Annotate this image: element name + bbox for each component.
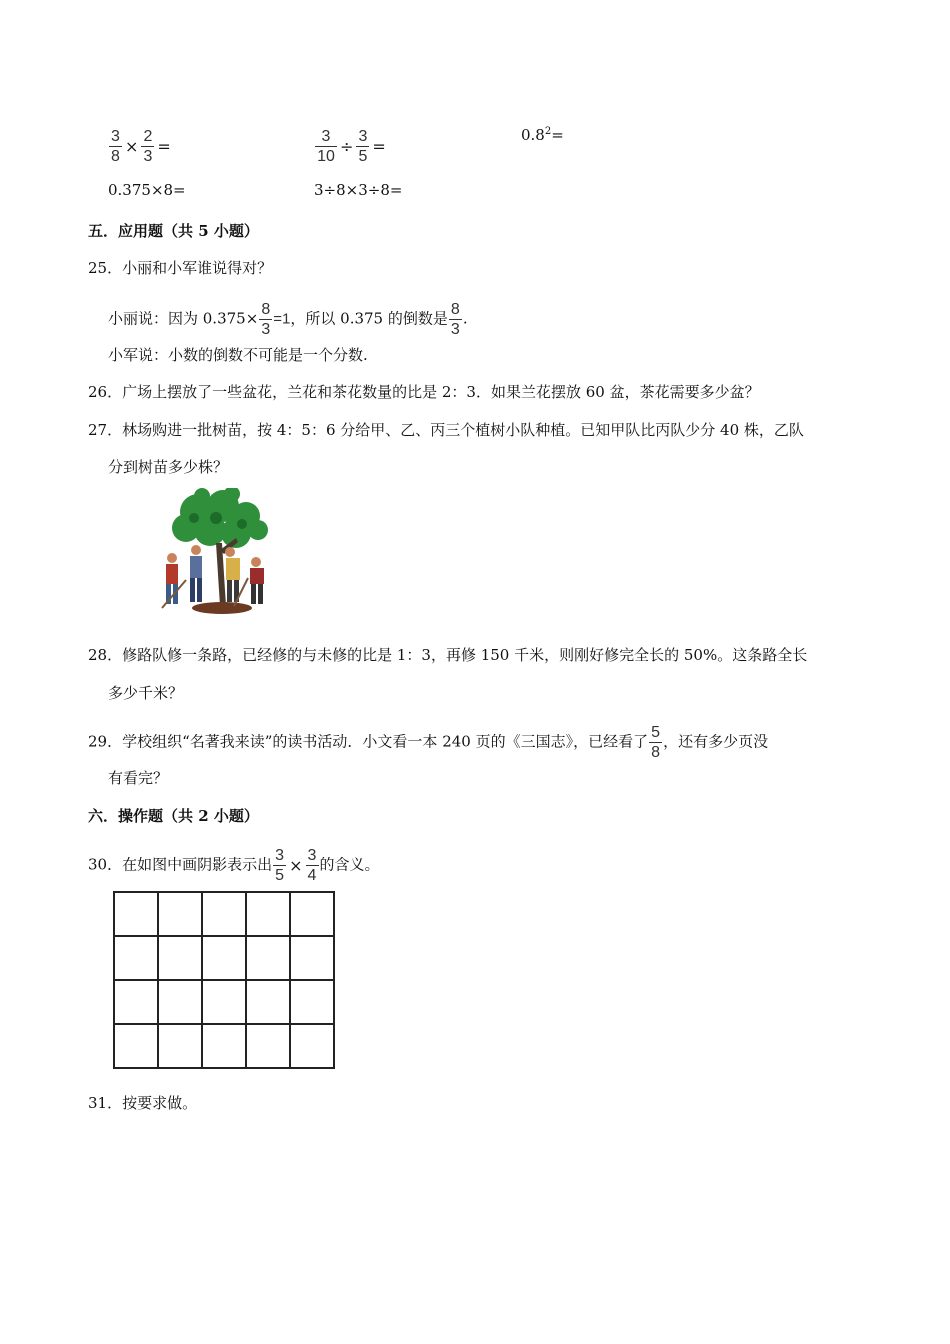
fraction: $\frac{3}{5}$ (273, 847, 286, 884)
person-2 (190, 545, 202, 602)
grid-cell[interactable] (202, 892, 246, 936)
grid-cell[interactable] (290, 892, 334, 936)
section-title: 五．应用题（共 5 小题） (88, 222, 259, 240)
question-28-cont: 多少千米？ (108, 684, 184, 702)
fraction: $\frac{3}{8}$ (109, 128, 122, 165)
grid-cell[interactable] (114, 980, 158, 1024)
grid-row (114, 892, 334, 936)
grid-cell[interactable] (114, 892, 158, 936)
question-27-cont: 分到树苗多少株？ (108, 458, 229, 476)
calc-expr-4: 0.375×8= (108, 181, 186, 199)
grid-cell[interactable] (246, 892, 290, 936)
grid-cell[interactable] (158, 1024, 202, 1068)
question-31: 31．按要求做。 (88, 1094, 198, 1112)
question-26: 26．广场上摆放了一些盆花，兰花和茶花数量的比是 2：3．如果兰花摆放 60 盆，茶花需要多少盆？ (88, 383, 760, 401)
calc-expr-5: 3÷8×3÷8= (314, 181, 403, 199)
fraction: $\frac{2}{3}$ (141, 128, 154, 165)
calc-expr-3: $0.8^2=$ (521, 126, 564, 144)
section-title: 六．操作题（共 2 小题） (88, 807, 259, 825)
grid-cell[interactable] (202, 1024, 246, 1068)
grid-row (114, 1024, 334, 1068)
fraction: $\frac{3}{10}$ (315, 128, 337, 165)
calc-expr-1: $\frac{3}{8}$ × $\frac{2}{3}$ = (108, 128, 173, 165)
grid-cell[interactable] (114, 1024, 158, 1068)
grid-cell[interactable] (158, 980, 202, 1024)
tree-planting-illustration (128, 488, 288, 620)
grid-cell[interactable] (114, 936, 158, 980)
xiaoli-statement: 小丽说：因为 0.375× $\frac{8}{3}$ =1，所以 0.375 的倒数是 $\frac{8}{3}$ . (108, 301, 468, 339)
grid-cell[interactable] (158, 936, 202, 980)
shading-grid[interactable] (113, 891, 335, 1069)
question-25: 25．小丽和小军谁说得对？ (88, 259, 273, 277)
fraction: $\frac{8}{3}$ (259, 301, 272, 338)
grid-cell[interactable] (290, 980, 334, 1024)
grid-row (114, 980, 334, 1024)
fraction: $\frac{8}{3}$ (449, 301, 462, 338)
question-29-cont: 有看完？ (108, 769, 169, 787)
grid-cell[interactable] (246, 1024, 290, 1068)
grid-cell[interactable] (202, 936, 246, 980)
grid-cell[interactable] (290, 936, 334, 980)
xiaojun-statement: 小军说：小数的倒数不可能是一个分数. (108, 346, 368, 364)
question-28: 28．修路队修一条路，已经修的与未修的比是 1：3，再修 150 千米，则刚好修完全长的 50%。这条路全长 (88, 646, 808, 664)
person-1 (162, 553, 186, 608)
grid-row (114, 936, 334, 980)
fraction: $\frac{3}{5}$ (356, 128, 369, 165)
grid-cell[interactable] (246, 980, 290, 1024)
person-3 (225, 547, 240, 602)
grid-cell[interactable] (246, 936, 290, 980)
question-27: 27．林场购进一批树苗，按 4：5：6 分给甲、乙、丙三个植树小队种植。已知甲队比丙队少分 40 株，乙队 (88, 421, 804, 439)
grid-cell[interactable] (290, 1024, 334, 1068)
question-30: 30．在如图中画阴影表示出 $\frac{3}{5}$ × $\frac{3}{4}$ 的含义。 (88, 847, 380, 885)
fraction: $\frac{5}{8}$ (649, 724, 662, 761)
calc-expr-2: $\frac{3}{10}$ ÷ $\frac{3}{5}$ = (314, 128, 388, 165)
grid-cell[interactable] (158, 892, 202, 936)
question-29: 29．学校组织“名著我来读”的读书活动．小文看一本 240 页的《三国志》，已经看了 $\frac{5}{8}$ ，还有多少页没 (88, 724, 769, 762)
fraction: $\frac{3}{4}$ (306, 847, 319, 884)
grid-cell[interactable] (202, 980, 246, 1024)
